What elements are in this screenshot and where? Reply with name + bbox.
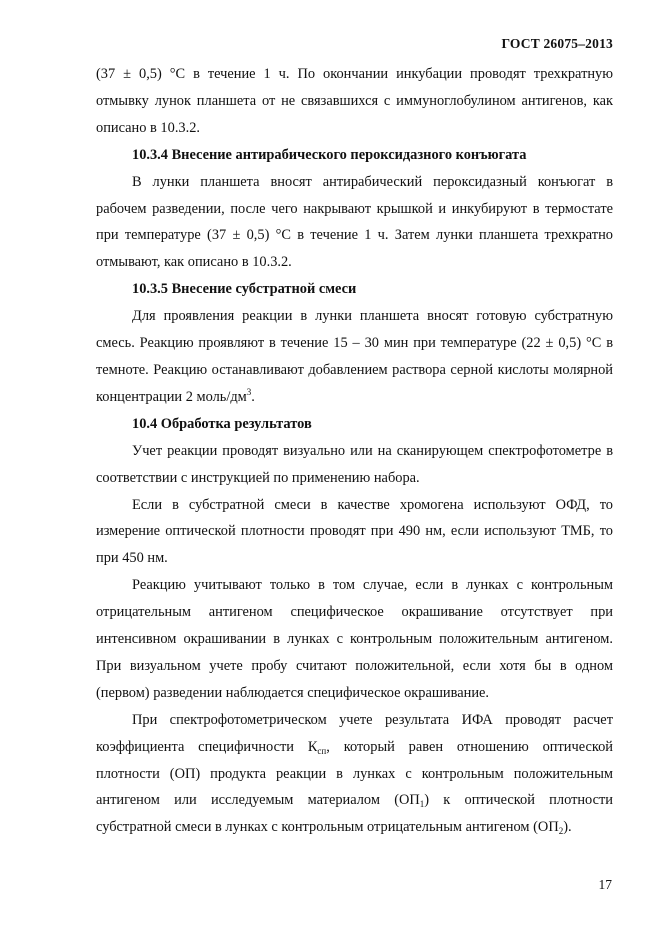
paragraph-10-4-4 <box>96 707 613 842</box>
paragraph-10-4-4-part-a: При спектрофотометрическом учете результата ИФА проводят расчет коэффициента специфичности К <box>96 711 613 755</box>
subscript-sp: сп <box>317 745 327 756</box>
paragraph-10-4-4-part-d: ). <box>563 819 572 836</box>
paragraph-continuation: (37 ± 0,5) °С в течение 1 ч. По окончании инкубации проводят трехкратную отмывку лунок планшета от не связавшихся с иммуноглобулином антигенов, как описано в 10.3.2. <box>96 66 613 136</box>
paragraph-10-4-1: Учет реакции проводят визуально или на сканирующем спектрофотометре в соответствии с инструкцией по применению набора. <box>96 442 613 486</box>
paragraph-10-3-5 <box>96 303 613 411</box>
paragraph-10-3-4: В лунки планшета вносят антирабический пероксидазный конъюгат в рабочем разведении, после чего накрывают крышкой и инкубируют в термостате при температуре (37 ± 0,5) °С в течение 1 ч. Затем лунки планшета трехкратно отмывают, как описано в 10.3.2. <box>96 173 613 271</box>
paragraph-10-4-3: Реакцию учитывают только в том случае, если в лунках с контрольным отрицательным антигеном специфическое окрашивание отсутствует при интенсивном окрашивании в лунках с контрольным положительным антигеном. При визуальном учете пробу считают положительной, если хотя бы в одном (первом) разведении наблюдается специфическое окрашивание. <box>96 577 613 701</box>
subscript-1: 1 <box>419 799 425 810</box>
section-heading-10-3-5: 10.3.5 Внесение субстратной смеси <box>132 281 357 298</box>
paragraph-10-3-5-end: . <box>251 388 255 405</box>
paragraph-10-4-4-part-b: , который равен отношению оптической плотности (ОП) продукта реакции в лунках с контрольным положительным антигеном или исследуемым материалом (ОП <box>96 738 613 809</box>
subscript-2: 2 <box>558 826 564 837</box>
section-heading-10-3-4: 10.3.4 Внесение антирабического пероксидазного конъюгата <box>132 146 527 163</box>
page-number: 17 <box>598 877 612 892</box>
section-heading-10-4: 10.4 Обработка результатов <box>132 415 312 432</box>
paragraph-10-4-4-part-c: ) к оптической плотности субстратной смеси в лунках с контрольным отрицательным антигеном (ОП <box>96 792 613 836</box>
document-code: ГОСТ 26075–2013 <box>501 36 613 51</box>
body-text <box>96 61 613 841</box>
superscript-cubic: 3 <box>246 386 252 397</box>
paragraph-10-3-5-text: Для проявления реакции в лунки планшета вносят готовую субстратную смесь. Реакцию проявляют в течение 15 – 30 мин при температуре (22 ± 0,5) °С в темноте. Реакцию останавливают добавлением раствора серной кислоты молярной концентрации 2 моль/дм <box>96 308 613 405</box>
paragraph-10-4-2: Если в субстратной смеси в качестве хромогена используют ОФД, то измерение оптической плотности проводят при 490 нм, если используют ТМБ, то при 450 нм. <box>96 496 613 567</box>
